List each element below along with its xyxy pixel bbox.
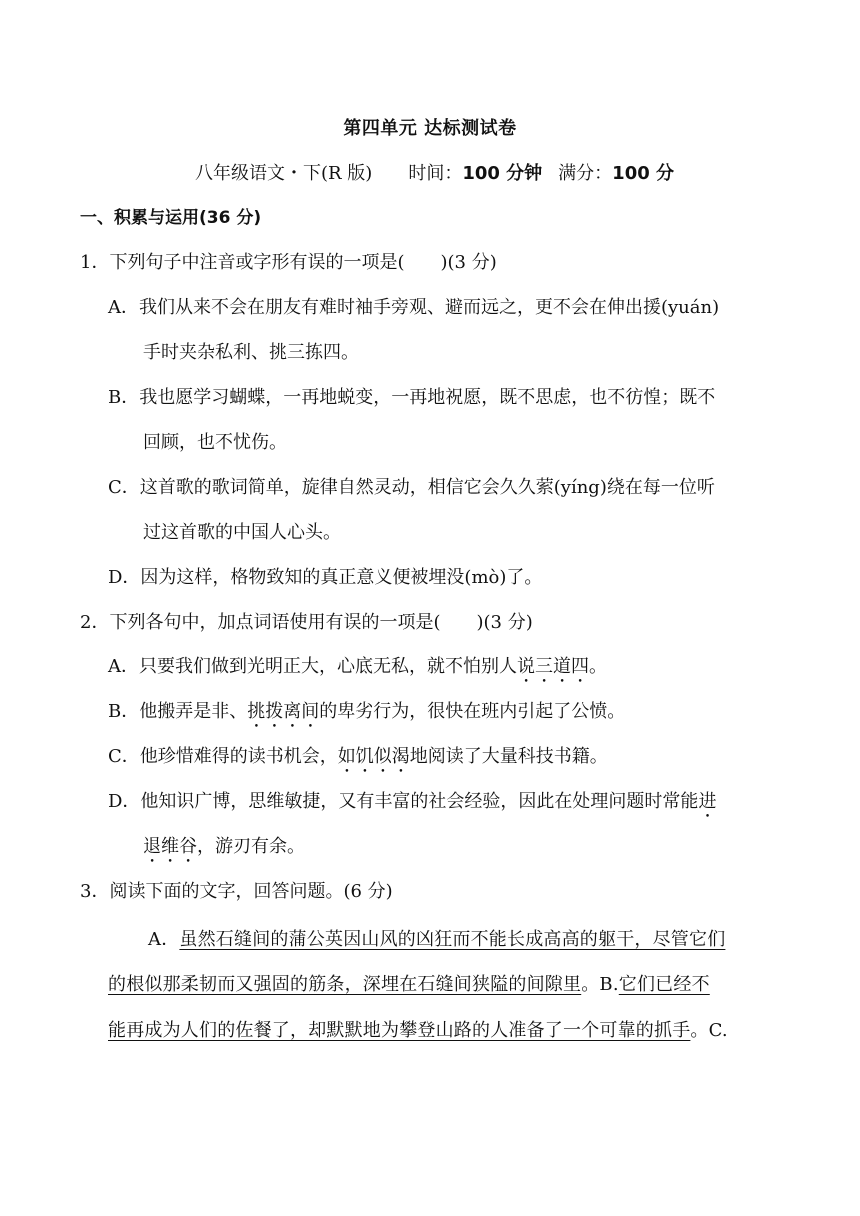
q2-c-end: 地阅读了大量科技书籍。 <box>409 746 608 767</box>
q2-d-end: ，游刃有余。 <box>197 836 305 857</box>
q3-passage-line2 <box>108 973 710 997</box>
q2-a-text: A．只要我们做到光明正大，心底无私，就不怕别人 <box>108 656 517 677</box>
q2-a-dotted-phrase: 说三道四 <box>517 656 589 677</box>
q2-a-end: 。 <box>589 656 607 677</box>
grade-label: 八年级语文・下(R 版) <box>195 163 373 184</box>
exam-subtitle <box>195 159 674 185</box>
q2-d-dotted-start: 进 <box>698 791 717 812</box>
q2-option-d-line1 <box>108 790 716 822</box>
q2-b-end: 的卑劣行为，很快在班内引起了公愤。 <box>319 701 626 722</box>
q2-c-dotted-phrase: 如饥似渴 <box>337 746 410 767</box>
q3-sentence-b-part1: 它们已经不 <box>618 974 710 995</box>
q2-option-d-line2 <box>143 835 305 867</box>
score-label: 满分： <box>558 163 613 184</box>
q3-label-a: A． <box>148 929 180 950</box>
q1-option-b-line2: 回顾，也不忧伤。 <box>143 432 287 453</box>
q3-sentence-a-part1: 虽然石缝间的蒲公英因山风的凶狂而不能长成高高的躯干，尽管它们 <box>179 929 726 950</box>
q2-b-text: B．他搬弄是非、 <box>108 701 248 722</box>
q2-d-text: D．他知识广博，思维敏捷，又有丰富的社会经验，因此在处理问题时常能 <box>108 791 699 812</box>
q3-sentence-a-part2: 的根似那柔韧而又强固的筋条，深埋在石缝间狭隘的间隙里 <box>108 974 582 995</box>
q1-option-a-line2: 手时夹杂私利、挑三拣四。 <box>143 342 359 363</box>
q3-passage-line1 <box>148 928 725 952</box>
q2-option-a <box>108 655 607 687</box>
q3-label-b: 。B. <box>581 974 619 995</box>
score-value: 100 分 <box>612 163 675 184</box>
q3-sentence-b-part2: 能再成为人们的佐餐了，却默默地为攀登山路的人准备了一个可靠的抓手 <box>108 1020 691 1041</box>
page-title: 第四单元 达标测试卷 <box>343 118 517 139</box>
q2-c-text: C．他珍惜难得的读书机会， <box>108 746 338 767</box>
question-3-stem: 3．阅读下面的文字，回答问题。(6 分) <box>80 881 393 902</box>
section-heading: 一、积累与运用(36 分) <box>80 208 262 228</box>
q1-option-b-line1: B．我也愿学习蝴蝶，一再地蜕变，一再地祝愿，既不思虑，也不彷惶；既不 <box>108 387 716 408</box>
q1-option-c-line2: 过这首歌的中国人心头。 <box>143 522 341 543</box>
q1-option-a-line1: A．我们从来不会在朋友有难时袖手旁观、避而远之，更不会在伸出援(yuán) <box>108 297 720 318</box>
time-label: 时间： <box>408 163 463 184</box>
question-2-stem: 2．下列各句中，加点词语使用有误的一项是( )(3 分) <box>80 612 533 633</box>
q2-b-dotted-phrase: 挑拨离间 <box>247 701 320 722</box>
q1-option-c-line1: C．这首歌的歌词简单，旋律自然灵动，相信它会久久萦(yíng)绕在每一位听 <box>108 477 715 498</box>
q1-option-d: D．因为这样，格物致知的真正意义便被埋没(mò)了。 <box>108 567 543 588</box>
question-1-stem: 1．下列句子中注音或字形有误的一项是( )(3 分) <box>80 252 497 273</box>
q2-d-dotted-rest: 退维谷 <box>143 836 197 857</box>
q3-passage-line3 <box>108 1019 728 1043</box>
time-value: 100 分钟 <box>462 163 543 184</box>
q2-option-c <box>108 745 608 777</box>
q2-option-b <box>108 700 625 732</box>
q3-label-c: 。C. <box>690 1020 728 1041</box>
